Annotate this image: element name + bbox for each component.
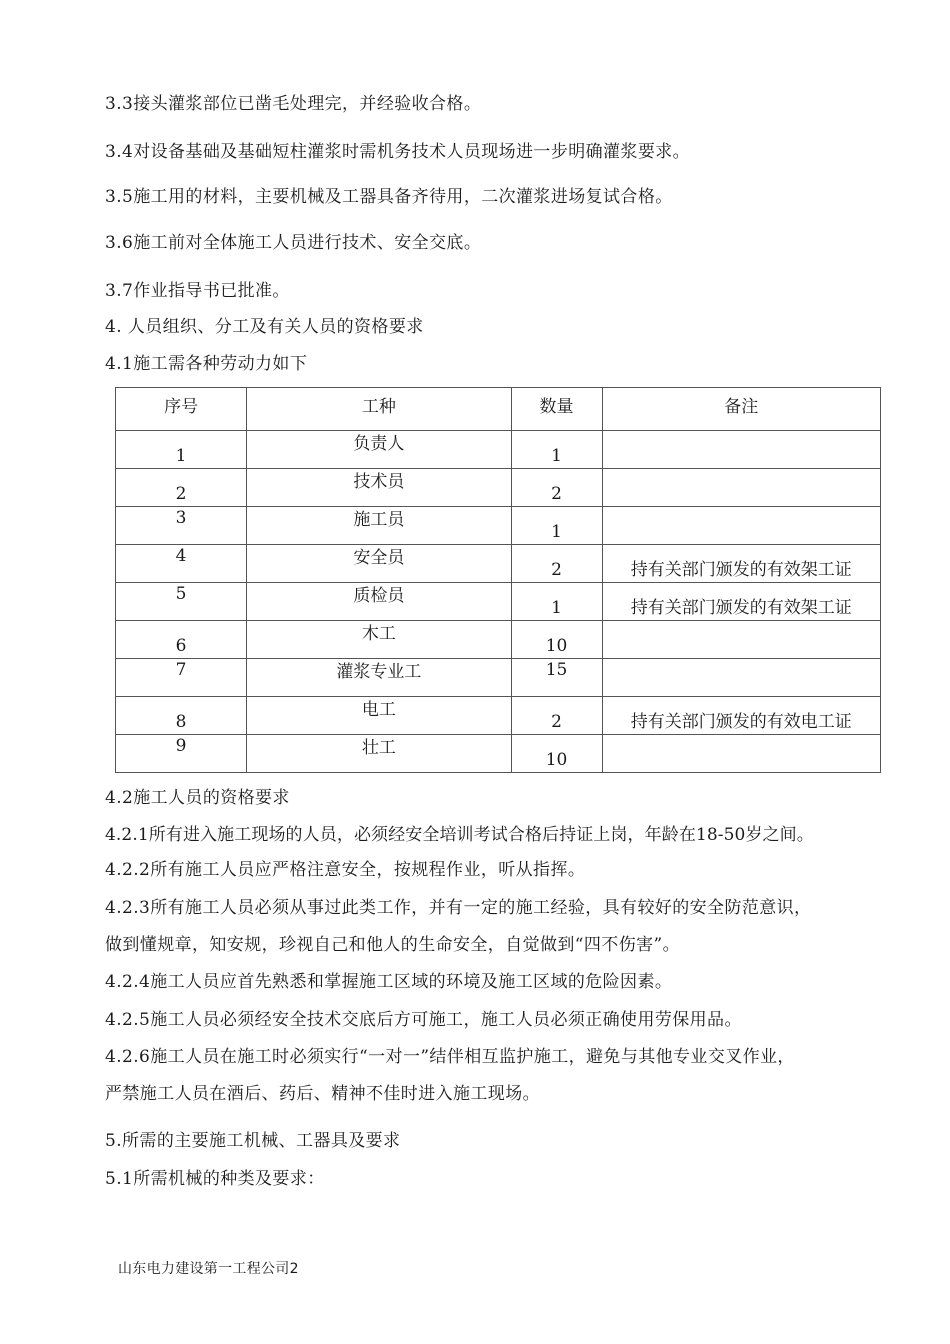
- table-row: [116, 469, 881, 507]
- row-note: 持有关部门颁发的有效架工证: [602, 583, 880, 621]
- paragraph-4-2-3: 4.2.3所有施工人员必须从事过此类工作，并有一定的施工经验，具有较好的安全防范意识，: [105, 898, 812, 918]
- paragraph-4-2-4: 4.2.4施工人员应首先熟悉和掌握施工区域的环境及施工区域的危险因素。: [105, 972, 673, 992]
- row-qty: 2: [511, 697, 602, 735]
- row-note: [602, 431, 880, 469]
- row-type: 施工员: [247, 507, 511, 545]
- subsection-heading-4-1: 4.1施工需各种劳动力如下: [105, 354, 308, 374]
- section-heading-4: 4. 人员组织、分工及有关人员的资格要求: [105, 317, 424, 337]
- labor-table-header-row: [116, 388, 881, 431]
- subsection-heading-4-2: 4.2施工人员的资格要求: [105, 788, 290, 808]
- row-type: 质检员: [247, 583, 511, 621]
- row-qty: 2: [511, 545, 602, 583]
- table-row: [116, 431, 881, 469]
- header-note: 备注: [602, 388, 880, 431]
- paragraph-4-2-2: 4.2.2所有施工人员应严格注意安全，按规程作业，听从指挥。: [105, 860, 586, 880]
- table-row: [116, 697, 881, 735]
- table-row: [116, 583, 881, 621]
- row-type: 技术员: [247, 469, 511, 507]
- row-qty: 15: [511, 659, 602, 697]
- paragraph-3-5: 3.5施工用的材料，主要机械及工器具备齐待用，二次灌浆进场复试合格。: [105, 187, 673, 207]
- paragraph-3-4: 3.4对设备基础及基础短柱灌浆时需机务技术人员现场进一步明确灌浆要求。: [105, 142, 691, 162]
- row-no: 9: [116, 735, 247, 773]
- section-heading-5: 5.所需的主要施工机械、工器具及要求: [105, 1131, 401, 1151]
- row-no: 3: [116, 507, 247, 545]
- paragraph-3-7: 3.7作业指导书已批准。: [105, 281, 290, 301]
- row-note: 持有关部门颁发的有效架工证: [602, 545, 880, 583]
- table-row: [116, 507, 881, 545]
- header-no: 序号: [116, 388, 247, 431]
- row-note: [602, 659, 880, 697]
- header-qty: 数量: [511, 388, 602, 431]
- row-no: 6: [116, 621, 247, 659]
- row-type: 木工: [247, 621, 511, 659]
- table-row: [116, 621, 881, 659]
- row-type: 安全员: [247, 545, 511, 583]
- paragraph-4-2-1: 4.2.1所有进入施工现场的人员，必须经安全培训考试合格后持证上岗，年龄在18-50岁之间。: [105, 825, 814, 845]
- paragraph-4-2-6-cont: 严禁施工人员在酒后、药后、精神不佳时进入施工现场。: [105, 1084, 540, 1104]
- row-note: [602, 621, 880, 659]
- paragraph-3-3: 3.3接头灌浆部位已凿毛处理完，并经验收合格。: [105, 94, 482, 114]
- row-qty: 1: [511, 507, 602, 545]
- page-footer: 山东电力建设第一工程公司2: [118, 1261, 299, 1277]
- row-no: 1: [116, 431, 247, 469]
- row-note: [602, 507, 880, 545]
- table-row: [116, 659, 881, 697]
- row-no: 7: [116, 659, 247, 697]
- labor-table: [115, 387, 881, 773]
- paragraph-4-2-6: 4.2.6施工人员在施工时必须实行“一对一”结伴相互监护施工，避免与其他专业交叉作业，: [105, 1047, 795, 1067]
- paragraph-4-2-5: 4.2.5施工人员必须经安全技术交底后方可施工，施工人员必须正确使用劳保用品。: [105, 1010, 742, 1030]
- subsection-heading-5-1: 5.1所需机械的种类及要求：: [105, 1169, 325, 1189]
- row-qty: 1: [511, 431, 602, 469]
- paragraph-3-6: 3.6施工前对全体施工人员进行技术、安全交底。: [105, 233, 482, 253]
- row-qty: 1: [511, 583, 602, 621]
- header-type: 工种: [247, 388, 511, 431]
- row-type: 电工: [247, 697, 511, 735]
- table-row: [116, 735, 881, 773]
- paragraph-4-2-3-cont: 做到懂规章，知安规，珍视自己和他人的生命安全，自觉做到“四不伤害”。: [105, 935, 680, 955]
- row-type: 负责人: [247, 431, 511, 469]
- table-row: [116, 545, 881, 583]
- row-qty: 10: [511, 621, 602, 659]
- row-note: [602, 735, 880, 773]
- row-type: 壮工: [247, 735, 511, 773]
- row-note: 持有关部门颁发的有效电工证: [602, 697, 880, 735]
- row-note: [602, 469, 880, 507]
- row-qty: 10: [511, 735, 602, 773]
- row-no: 2: [116, 469, 247, 507]
- row-no: 8: [116, 697, 247, 735]
- row-no: 5: [116, 583, 247, 621]
- row-qty: 2: [511, 469, 602, 507]
- row-type: 灌浆专业工: [247, 659, 511, 697]
- row-no: 4: [116, 545, 247, 583]
